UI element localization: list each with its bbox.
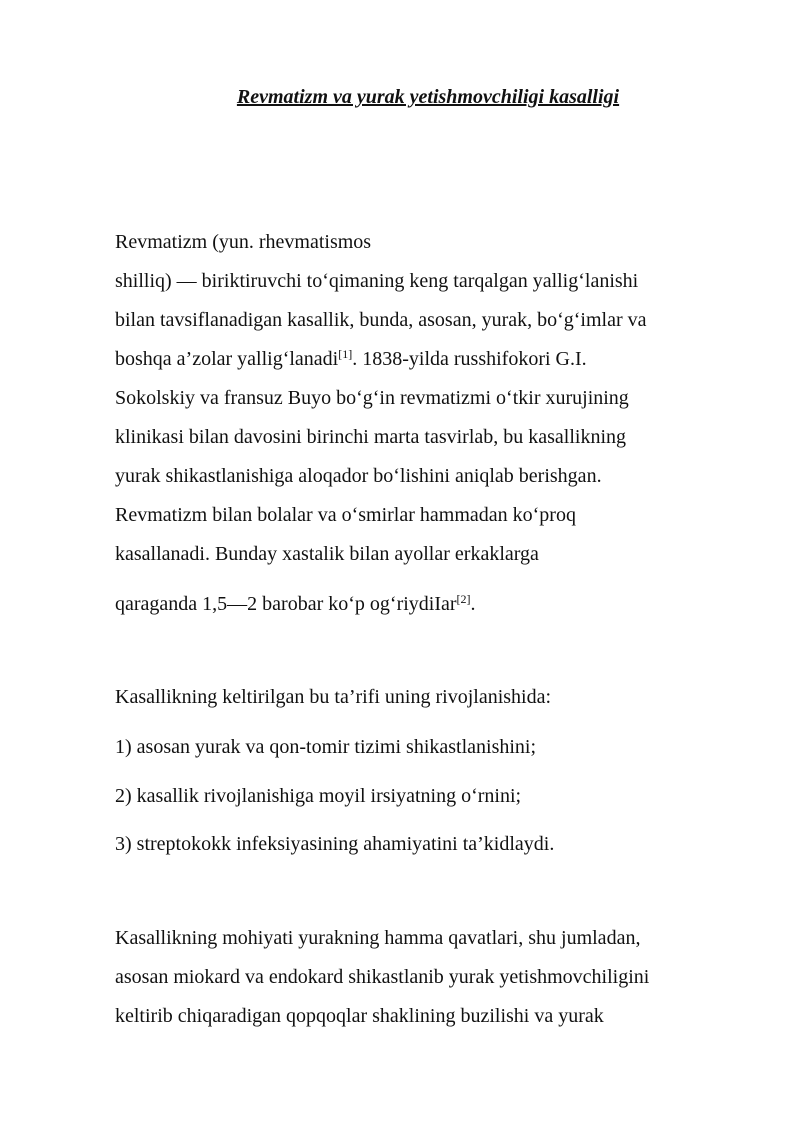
paragraph-1-line-10-text: qaraganda 1,5—2 barobar ko‘p og‘riydiIar [115,593,457,615]
paragraph-3-line-2: asosan miokard va endokard shikastlanib yurak yetishmovchiligini [115,966,650,988]
paragraph-1-line-4-text: boshqa a’zolar yallig‘lanadi [115,348,339,370]
paragraph-1-line-8: Revmatizm bilan bolalar va o‘smirlar hammadan ko‘proq [115,504,576,526]
paragraph-2-line-1: Kasallikning keltirilgan bu ta’rifi uning rivojlanishida: [115,686,552,708]
paragraph-1-line-2: shilliq) — biriktiruvchi to‘qimaning keng tarqalgan yallig‘lanishi [115,270,639,292]
paragraph-3-line-3: keltirib chiqaradigan qopqoqlar shaklining buzilishi va yurak [115,1005,604,1027]
paragraph-1-line-1: Revmatizm (yun. rhevmatismos [115,231,372,253]
paragraph-1-line-5: Sokolskiy va fransuz Buyo bo‘g‘in revmatizmi o‘tkir xurujining [115,387,629,409]
list-item-1: 1) asosan yurak va qon-tomir tizimi shikastlanishini; [115,736,537,758]
paragraph-1-line-10 [115,592,476,616]
document-title: Revmatizm va yurak yetishmovchiligi kasalligi [236,86,620,108]
list-item-2: 2) kasallik rivojlanishiga moyil irsiyatning o‘rnini; [115,785,522,807]
paragraph-1-line-6: klinikasi bilan davosini birinchi marta tasvirlab, bu kasallikning [115,426,627,448]
paragraph-1-line-10-tail: . [470,593,476,615]
list-item-3: 3) streptokokk infeksiyasining ahamiyatini ta’kidlaydi. [115,833,555,855]
footnote-ref-2[interactable]: [2] [456,592,471,606]
paragraph-1-line-3: bilan tavsiflanadigan kasallik, bunda, asosan, yurak, bo‘g‘imlar va [115,309,647,331]
paragraph-1-line-4 [115,347,587,371]
paragraph-3-line-1: Kasallikning mohiyati yurakning hamma qavatlari, shu jumladan, [115,927,641,949]
paragraph-1-line-9: kasallanadi. Bunday xastalik bilan ayollar erkaklarga [115,543,539,565]
paragraph-1-line-7: yurak shikastlanishiga aloqador bo‘lishini aniqlab berishgan. [115,465,602,487]
paragraph-1-line-4-tail: . 1838-yilda russhifokori G.I. [352,348,587,370]
footnote-ref-1[interactable]: [1] [338,347,353,361]
